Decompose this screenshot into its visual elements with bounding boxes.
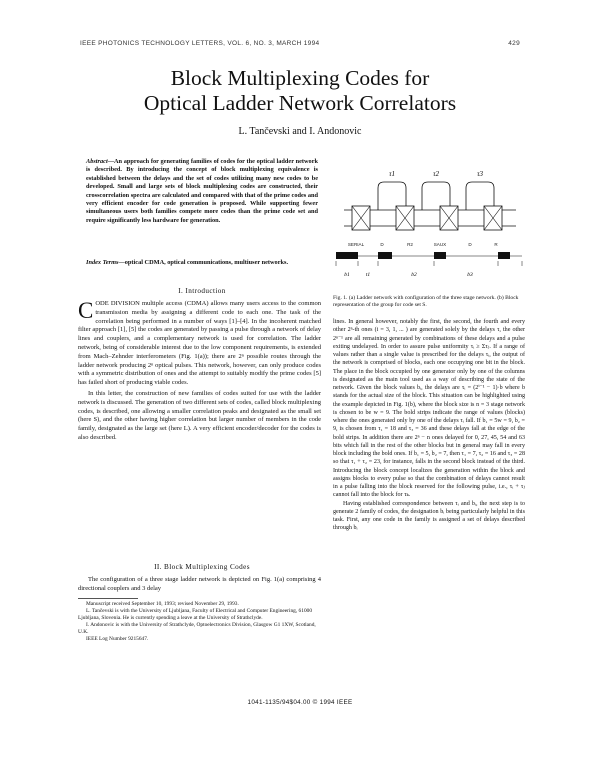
section-2-paragraph-1: The configuration of a three stage ladder network is depicted on Fig. 1(a) comprising 4 directional couplers and 3 delay [78,576,321,592]
footnote-4: IEEE Log Number 9215647. [86,636,149,642]
running-header [80,40,520,47]
footnotes [78,601,321,643]
tau-2-label: τ2 [432,170,440,178]
section-1-paragraph-1: CODE DIVISION multiple access (CDMA) allows many users access to the common transmission media by assigning a different code to each one. The task of the correlation being performed in a number of ways [1]–[4]. In the incoherent matched filter approach [1], [5] the codes are generated by passing a pulse through a network of delay lines and couplers, and a complementary network is used for correlation. The ladder network, being of considerable interest due to the low component requirements, is extended from Mach–Zehnder interferometers (Fig. 1(a)); there are 2ⁿ possible routes through the ladder network producing 2ⁿ optical pulses. This network, however, can only produce codes with a symmetric distribution of ones and the attempt to suitably modify the prime codes [5] has failed short of producing viable codes. [78,298,321,387]
ladder-network-figure [330,160,526,292]
abstract-text: An approach for generating families of codes for the optical ladder network is described. By introducing the concept of block multiplexing equivalence is established between the delays and the set of codes utilizing many new codes to be developed. Small and large sets of block multiplexing codes are constructed, their crosscorrelation spectra are calculated and compared with that of the prime codes and very efficient encoder for code generation is proposed. While supporting fewer simultaneous users both families compete more codes than the prime code set and require significantly less hardware for generation. [86,158,318,224]
abstract [86,158,318,225]
section-1-body [78,300,321,443]
bottom-label-4: b3 [467,272,473,278]
bold-block-1 [336,252,358,259]
journal-info: IEEE PHOTONICS TECHNOLOGY LETTERS, VOL. 6, NO. 3, MARCH 1994 [80,40,320,47]
bold-block-4 [498,252,510,259]
bottom-label-2: t1 [365,272,371,278]
abstract-lead: Abstract— [86,158,114,165]
footnote-3: I. Andonovic is with the University of Strathclyde, Optoelectronics Division, Glasgow G1 1XW, Scotland, U.K. [78,622,316,635]
index-terms-text: optical CDMA, optical communications, multiuser networks. [124,259,289,266]
block-label-6: R [494,242,498,247]
right-column-body [333,318,525,533]
index-terms [86,259,318,267]
title-line-2: Optical Ladder Network Correlators [143,91,457,115]
tau-1-label: τ1 [388,170,396,178]
bold-block-2 [378,252,392,259]
block-label-5: D [468,242,472,247]
right-paragraph-2: Having established correspondence between τᵢ and bᵢ, the next step is to generate 2 family of codes, the designation bᵢ being particularly helpful in this task. First, any one code in the family is assigned a set of delays described through bᵢ [333,500,525,532]
figure-caption: Fig. 1. (a) Ladder network with configuration of the three stage network. (b) Block representation of the group for code set S. [333,295,519,309]
section-2-body [78,576,321,594]
bottom-label-1: b1 [344,272,350,278]
bold-block-3 [434,252,446,259]
title-line-1: Block Multiplexing Codes for [170,66,430,90]
section-1-paragraph-2: In this letter, the construction of new families of codes suited for use with the ladder network is discussed. The generation of two different sets of codes, called block multiplexing codes, is described, one allowing a smaller correlation peaks and designated as the small set (here S), and the other having higher correlation but larger number of members in the code family, designated as the large set (here L). A very efficient encoder/decoder for the codes is also described. [78,389,321,441]
drop-cap: C [78,298,94,323]
footnote-1: Manuscript received September 10, 1993; revised November 29, 1993. [86,601,239,607]
block-label-2: D [380,242,384,247]
block-label-4: SAUX [433,242,447,247]
footnote-2: L. Tančevski is with the University of Ljubljana, Faculty of Electrical and Computer Engineering, 61000 Ljubljana, Slovenia. He is currently spending a leave at the University of Strathclyde. [78,608,313,621]
page-number: 429 [508,40,520,47]
block-label-3: R2 [407,242,413,247]
index-terms-lead: Index Terms— [86,259,125,266]
tau-3-label: τ3 [476,170,484,178]
authors: L. Tančevski and I. Andonovic [238,126,362,137]
right-paragraph-1: lines. In general however, notably the first, the second, the fourth and every other 2ⁿ-th ones (i = 3, 1, ... ) are generated solely by the delays τ, the other 2ⁿ⁻¹ are all remaining generated by combinations of these delays and a pulse exiting undelayed. In order to assure pulse uniformity τᵢ ≥ Στⱼ. If a range of values rather than a single value is prescribed for the delays τᵢ, the output of the network is comprised of blocks, each one occupying one bit in the block. The place in the block occupied by one generator only by one of the columns is designated as the main tool used as a way of describing the state of the network. Given the block values bᵢ, the delays are τᵢ = (2ⁱ⁻¹ − 1)·b where b stands for the actual size of the block. This situation can be highlighted using the example depicted in Fig. 1(b), where the block size is n = 3 stage network is chosen to be w = 9. The bold strips indicate the range of values (blocks) where the ones generated only by one of the delays τᵢ fall. If b₁ = 5w = 9, b₂ = 9, is chosen from τ₁ = 18 and τ₃ = 36 and these delays fall at the edge of the bold strips. In addition there are 2ⁿ − n ones delayed for 0, 27, 45, 54 and 63 bits which fall in the rest of the other blocks but in general may fall in every block including the bold ones. If b₁ = 5, b₂ = 7, then τ₁ = 7, τ₂ = 16 and τ₃ = 28 so that τ₁ + τ₂ = 23, for instance, falls in the second block instead of the third. Introducing the block concept localizes the generation within the block and assigns blocks to every pulse so that the combination of delays cannot result in a pulse falling into the block reserved for the following pulse, i.e., τᵢ + τⱼ cannot fall into the block for τₖ. [333,319,525,499]
footnote-rule [78,598,138,599]
section-1-heading: I. Introduction [178,287,226,295]
block-label-1: SERIAL [347,242,365,247]
bottom-label-3: b2 [411,272,417,278]
section-2-heading: II. Block Multiplexing Codes [154,563,250,571]
paper-title [0,66,600,116]
copyright-footer: 1041-1135/94$04.00 © 1994 IEEE [247,699,353,706]
